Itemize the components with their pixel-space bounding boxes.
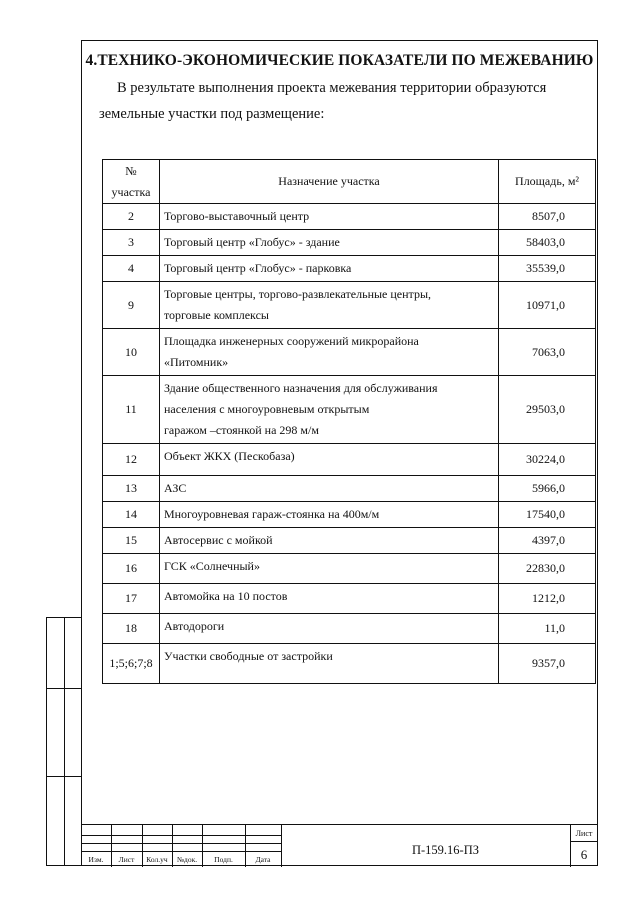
plot-purpose-line: Участки свободные от застройки <box>163 649 333 663</box>
plot-area-cell: 17540,0 <box>499 502 596 528</box>
plot-area-cell: 35539,0 <box>499 256 596 282</box>
plot-area-cell: 5966,0 <box>499 476 596 502</box>
stamp-label-docnum: №док. <box>176 855 198 864</box>
plot-purpose-line: Торгово-выставочный центр <box>163 209 310 223</box>
plot-purpose-cell <box>159 476 498 502</box>
table-row <box>103 444 596 476</box>
plot-purpose-cell <box>159 614 498 644</box>
document-code: П-159.16-ПЗ <box>411 843 480 857</box>
plot-area-cell: 10971,0 <box>499 282 596 329</box>
plot-number-cell: 14 <box>103 502 160 528</box>
plot-area-cell: 11,0 <box>499 614 596 644</box>
table-row <box>103 614 596 644</box>
plot-purpose-cell <box>159 329 498 376</box>
plot-purpose-cell <box>159 554 498 584</box>
plot-purpose-line: Объект ЖКХ (Пескобаза) <box>163 449 295 463</box>
plot-purpose-line: ГСК «Солнечный» <box>163 559 260 573</box>
table-row <box>103 554 596 584</box>
land-plots-table <box>102 159 596 684</box>
table-row <box>103 376 596 444</box>
plot-area-cell: 1212,0 <box>499 584 596 614</box>
intro-line-1: В результате выполнения проекта межевания территории образуются <box>117 80 547 96</box>
plot-number-cell: 18 <box>103 614 160 644</box>
sheet-number: 6 <box>580 847 588 862</box>
plot-number-cell: 17 <box>103 584 160 614</box>
plot-area-cell: 8507,0 <box>499 204 596 230</box>
table-header-row <box>103 160 596 204</box>
plot-purpose-cell <box>159 204 498 230</box>
plot-purpose-line: Торговые центры, торгово-развлекательные центры, <box>163 287 432 301</box>
plot-purpose-cell <box>159 376 498 444</box>
plot-area-cell: 7063,0 <box>499 329 596 376</box>
plot-number-cell: 15 <box>103 528 160 554</box>
table-row <box>103 329 596 376</box>
plot-area-cell: 30224,0 <box>499 444 596 476</box>
plot-purpose-cell <box>159 444 498 476</box>
plot-purpose-cell <box>159 256 498 282</box>
plot-purpose-line: населения с многоуровневым открытым <box>163 402 370 416</box>
plot-purpose-cell <box>159 644 498 684</box>
plot-number-cell: 1;5;6;7;8 <box>103 644 160 684</box>
plot-purpose-cell <box>159 528 498 554</box>
plot-purpose-line: Автодороги <box>163 619 225 633</box>
title-block <box>81 824 598 867</box>
plot-number-cell: 10 <box>103 329 160 376</box>
plot-number-cell: 16 <box>103 554 160 584</box>
plot-area-cell: 4397,0 <box>499 528 596 554</box>
plot-area-cell: 9357,0 <box>499 644 596 684</box>
plot-number-cell: 4 <box>103 256 160 282</box>
table-row <box>103 282 596 329</box>
header-number-sign: № <box>125 163 137 178</box>
table-row <box>103 256 596 282</box>
plot-purpose-line: Площадка инженерных сооружений микрорайона <box>163 334 419 348</box>
plot-number-cell: 12 <box>103 444 160 476</box>
table-row <box>103 230 596 256</box>
table-row <box>103 584 596 614</box>
plot-number-cell: 13 <box>103 476 160 502</box>
table-row <box>103 644 596 684</box>
intro-paragraph <box>99 75 595 127</box>
plot-purpose-line: торговые комплексы <box>163 308 269 322</box>
sheet-label: Лист <box>575 829 593 838</box>
plot-purpose-line: Здание общественного назначения для обслуживания <box>163 381 438 395</box>
plot-purpose-cell <box>159 584 498 614</box>
plot-purpose-line: АЗС <box>163 481 187 495</box>
plot-purpose-cell <box>159 230 498 256</box>
plot-number-cell: 2 <box>103 204 160 230</box>
plot-area-cell: 58403,0 <box>499 230 596 256</box>
section-heading: 4.ТЕХНИКО-ЭКОНОМИЧЕСКИЕ ПОКАЗАТЕЛИ ПО МЕЖЕВАНИЮ <box>85 52 594 69</box>
plot-purpose-line: Многоуровневая гараж-стоянка на 400м/м <box>163 507 380 521</box>
plot-area-cell: 22830,0 <box>499 554 596 584</box>
plot-purpose-line: Автомойка на 10 постов <box>163 589 288 603</box>
table-row <box>103 502 596 528</box>
stamp-label-signature: Подп. <box>214 855 233 864</box>
plot-purpose-line: гаражом –стоянкой на 298 м/м <box>163 423 319 437</box>
side-stamp-strip <box>46 617 81 866</box>
header-plot-number <box>103 160 160 204</box>
plot-purpose-cell <box>159 282 498 329</box>
plot-area-cell: 29503,0 <box>499 376 596 444</box>
stamp-label-sheet: Лист <box>118 855 135 864</box>
table-row <box>103 476 596 502</box>
plot-purpose-line: Торговый центр «Глобус» - здание <box>163 235 340 249</box>
intro-line-2: земельные участки под размещение: <box>99 106 325 122</box>
header-area: Площадь, м² <box>499 160 596 204</box>
stamp-label-count: Кол.уч <box>146 855 168 864</box>
plot-purpose-cell <box>159 502 498 528</box>
plot-number-cell: 9 <box>103 282 160 329</box>
plot-purpose-line: «Питомник» <box>163 355 229 369</box>
plot-purpose-line: Автосервис с мойкой <box>163 533 273 547</box>
plot-number-cell: 11 <box>103 376 160 444</box>
table-row <box>103 528 596 554</box>
header-plot-word: участка <box>111 184 151 199</box>
plot-number-cell: 3 <box>103 230 160 256</box>
stamp-label-change: Изм. <box>88 855 104 864</box>
table-row <box>103 204 596 230</box>
plot-purpose-line: Торговый центр «Глобус» - парковка <box>163 261 352 275</box>
header-purpose: Назначение участка <box>159 160 498 204</box>
stamp-label-date: Дата <box>255 855 271 864</box>
